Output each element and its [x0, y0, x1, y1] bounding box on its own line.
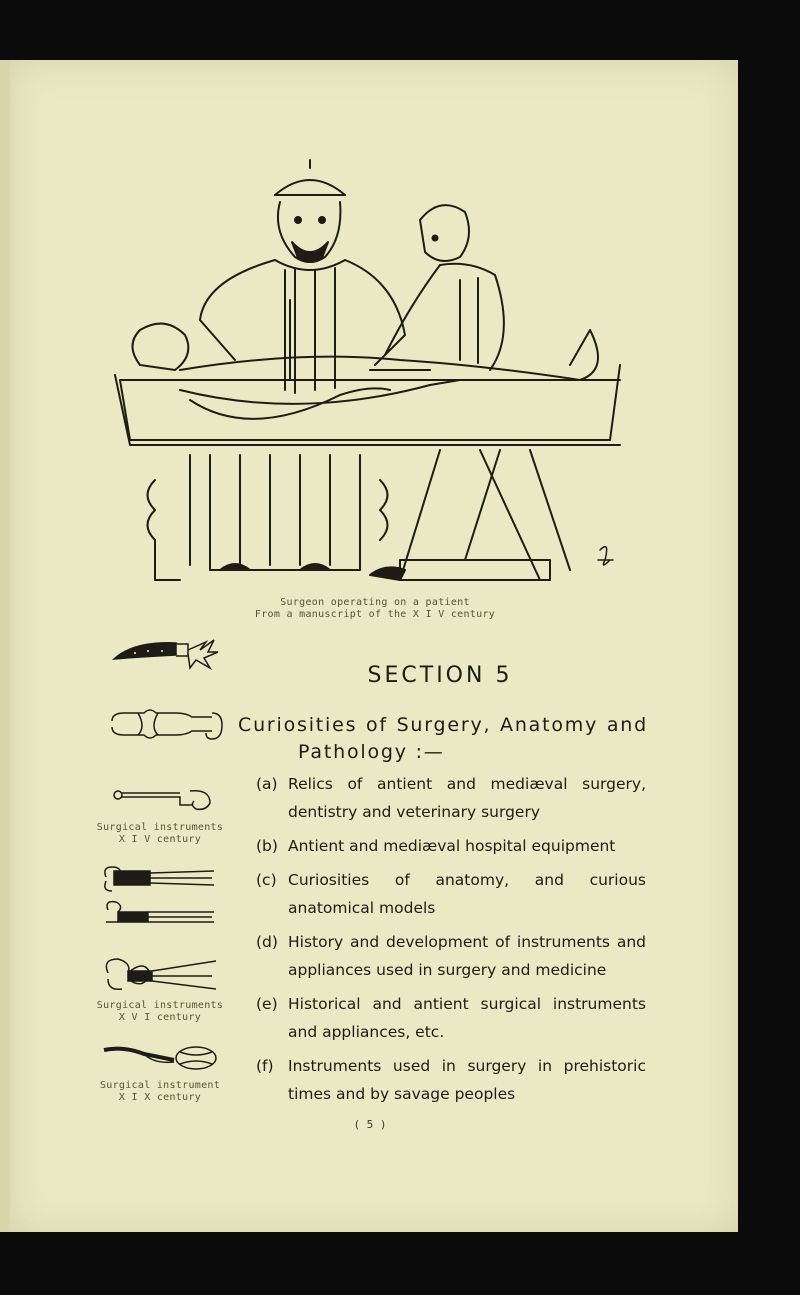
heading-word: of — [365, 714, 388, 736]
heading-word: Anatomy — [500, 714, 599, 736]
page-edge — [0, 60, 10, 1232]
list-item-text: Instruments used in surgery in prehistoric times and by savage peoples — [288, 1057, 646, 1103]
surgeon-illustration — [100, 150, 630, 590]
list-item-label: (e) — [256, 995, 278, 1013]
list-item-label: (a) — [256, 775, 278, 793]
hook-instrument-drawing — [108, 707, 223, 745]
section-items-list — [256, 770, 646, 1114]
sidebar-caption-1-line1: Surgical instruments — [96, 822, 224, 833]
list-item-text: Curiosities of anatomy, and curious anatomical models — [288, 871, 646, 917]
forceps-instrument-drawing-3 — [100, 955, 222, 995]
sidebar-caption-3 — [90, 1080, 230, 1104]
list-item — [256, 928, 646, 984]
illustration-caption — [230, 597, 520, 621]
list-item-text: Relics of antient and mediæval surgery, dentistry and veterinary surgery — [288, 775, 646, 821]
illustration-caption-line2: From a manuscript of the X I V century — [254, 609, 496, 620]
sidebar-caption-2-line2: X V I century — [118, 1012, 202, 1023]
sidebar-caption-2-line1: Surgical instruments — [96, 1000, 224, 1011]
sidebar-caption-3-line1: Surgical instrument — [99, 1080, 221, 1091]
list-item — [256, 866, 646, 922]
list-item-label: (d) — [256, 933, 278, 951]
page-number: ( 5 ) — [353, 1118, 387, 1131]
heading-word: Curiosities — [238, 714, 358, 736]
list-item-label: (b) — [256, 837, 278, 855]
section-heading-line2: Pathology :— — [298, 741, 445, 763]
forceps-instrument-drawing-1 — [100, 863, 220, 893]
forceps-instrument-drawing-2 — [102, 898, 220, 930]
scoop-instrument-drawing — [100, 1040, 220, 1074]
sidebar-caption-1 — [90, 822, 230, 846]
list-item — [256, 770, 646, 826]
list-item-label: (f) — [256, 1057, 274, 1075]
knife-instrument-drawing — [110, 633, 225, 673]
illustration-caption-line1: Surgeon operating on a patient — [280, 597, 470, 608]
list-item-text: Historical and antient surgical instruments and appliances, etc. — [288, 995, 646, 1041]
list-item-text: History and development of instruments and appliances used in surgery and medicine — [288, 933, 646, 979]
probe-instrument-drawing — [110, 787, 215, 813]
section-heading-line1 — [238, 712, 648, 739]
list-item-text: Antient and mediæval hospital equipment — [288, 837, 616, 855]
section-title: SECTION 5 — [367, 663, 513, 688]
heading-word: Surgery, — [396, 714, 492, 736]
list-item — [256, 1052, 646, 1108]
sidebar-caption-2 — [90, 1000, 230, 1024]
heading-word: and — [606, 714, 648, 736]
sidebar-caption-1-line2: X I V century — [118, 834, 202, 845]
list-item — [256, 832, 646, 860]
sidebar-caption-3-line2: X I X century — [118, 1092, 202, 1103]
list-item-label: (c) — [256, 871, 277, 889]
list-item — [256, 990, 646, 1046]
section-heading — [238, 712, 648, 766]
